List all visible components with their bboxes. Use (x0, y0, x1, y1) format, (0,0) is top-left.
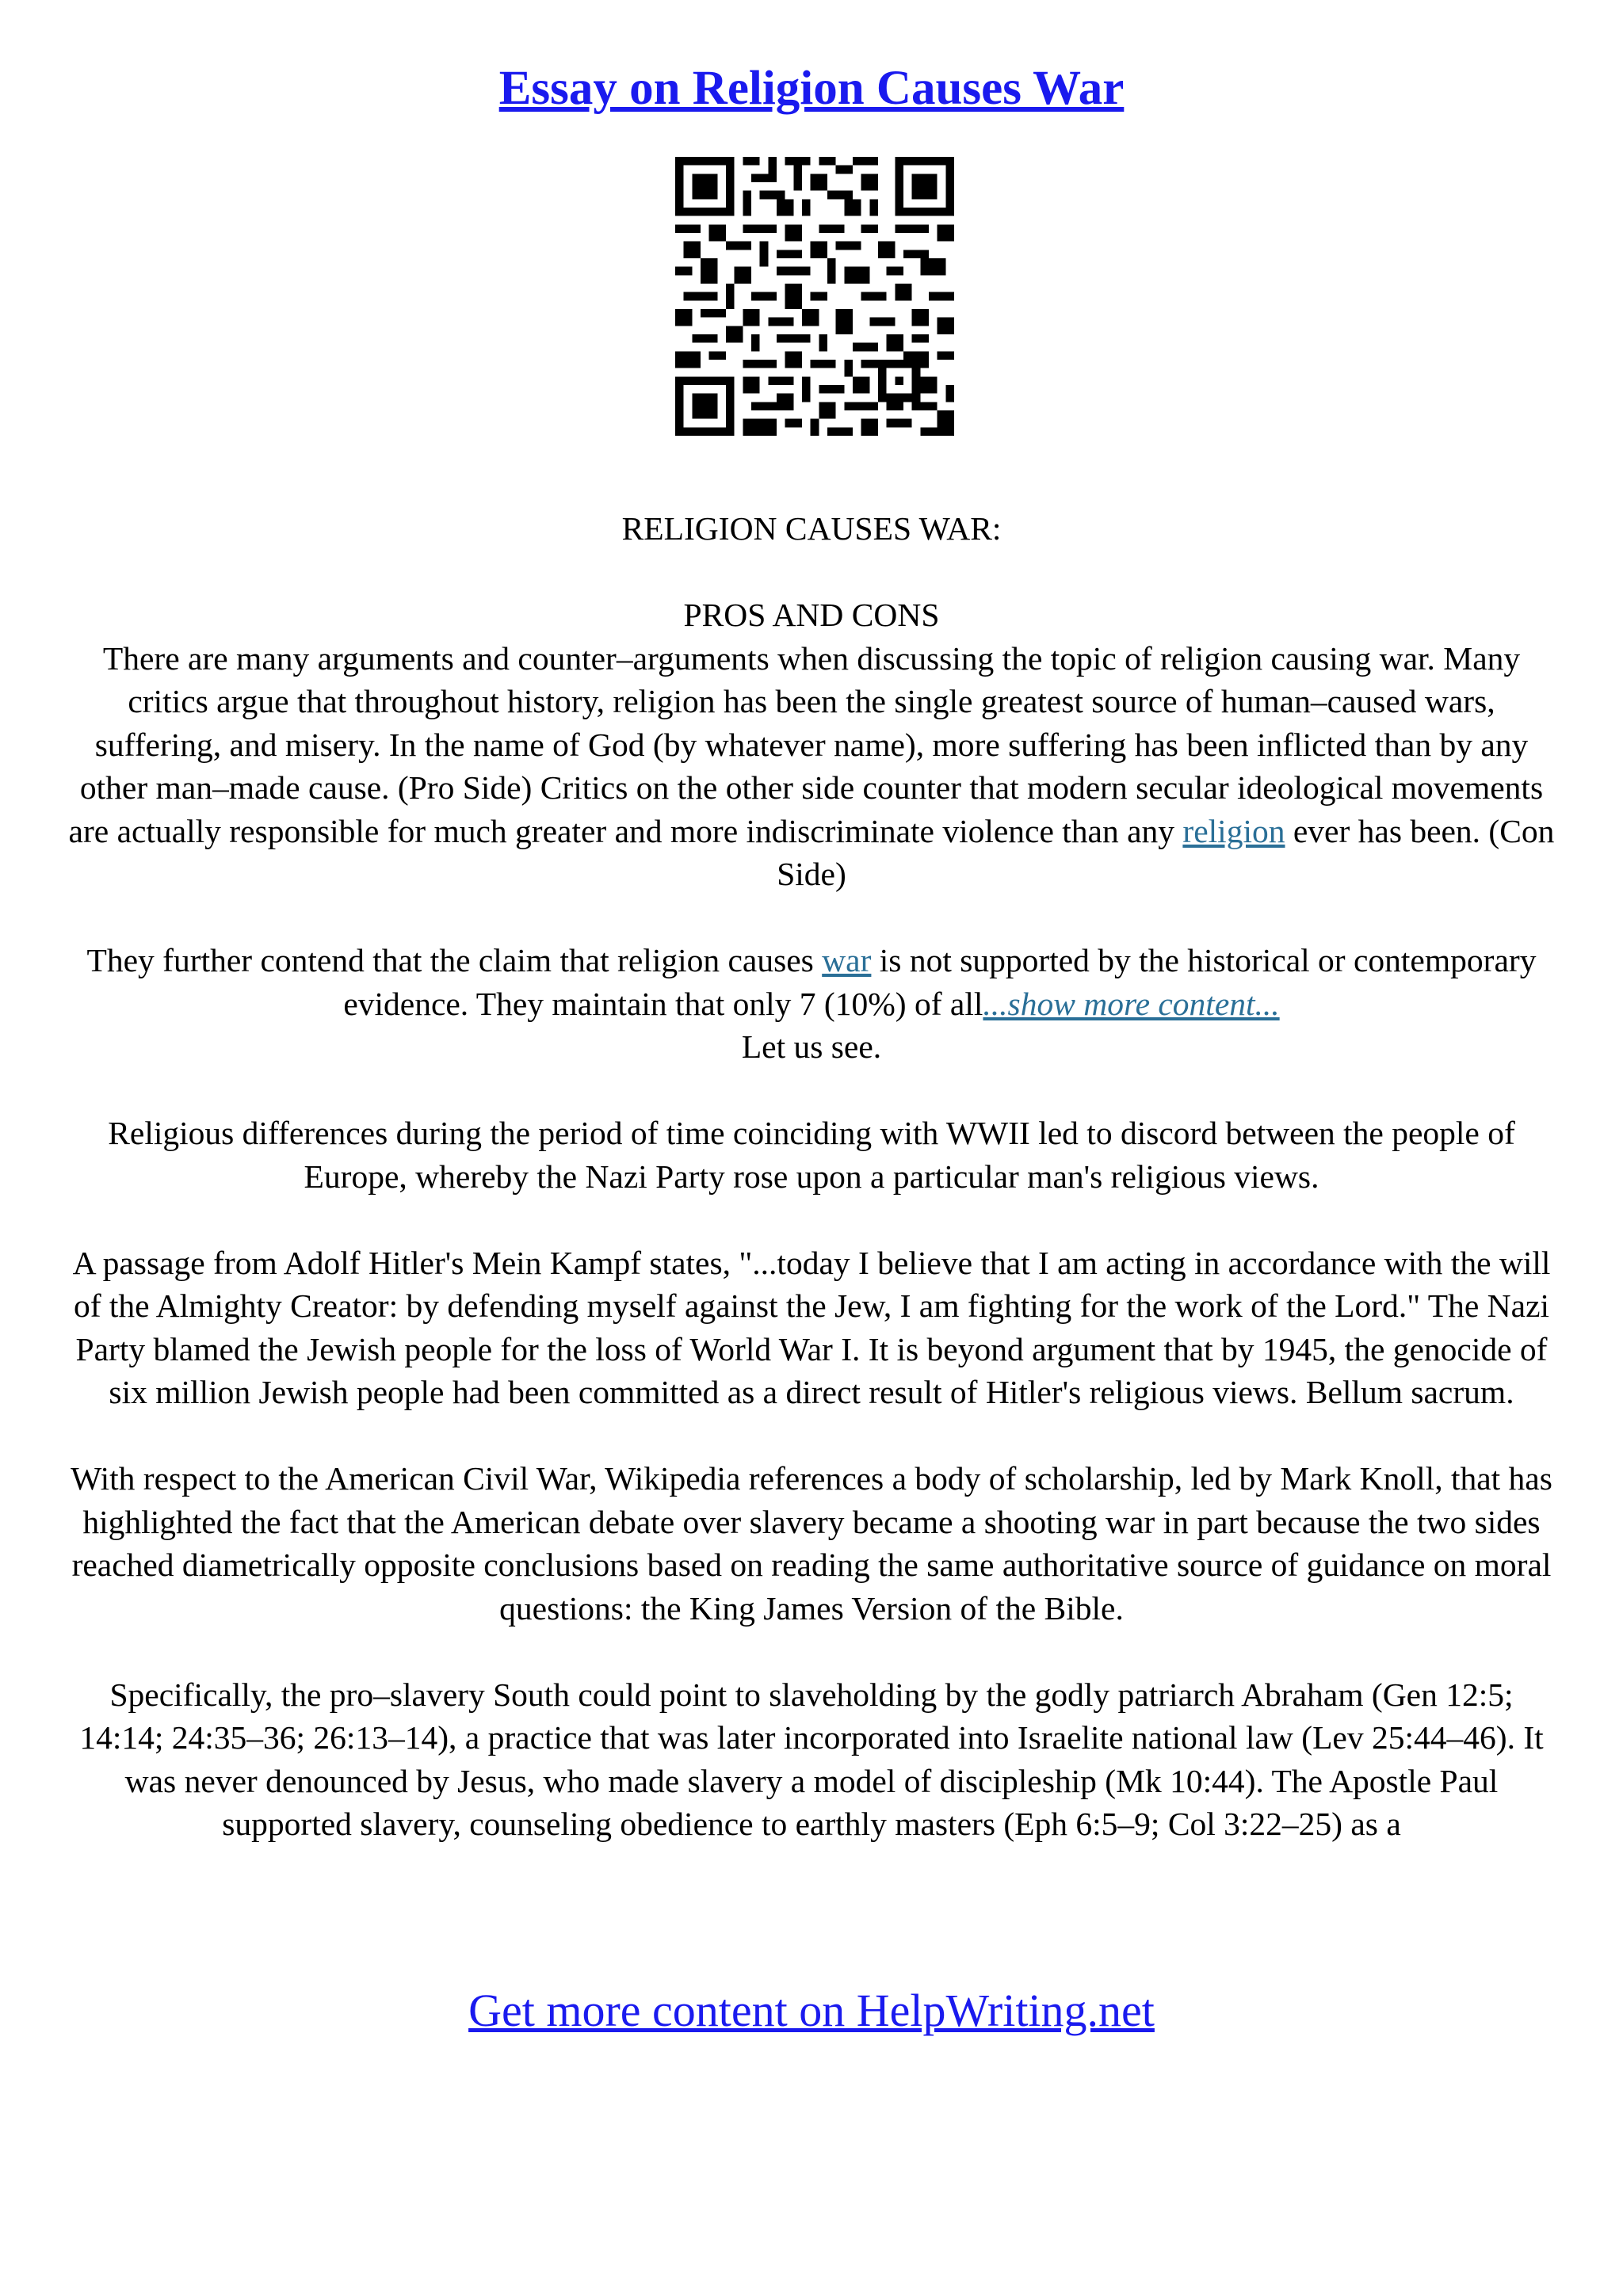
paragraph-1-text: There are many arguments and counter–arguments when discussing the topic of religion causing war. Many critics argue that throughout history, religion has been the single greatest source of human–caused wars, suffering, and misery. In the name of God (by whatever name), more suffering has been inflicted than by any other man–made cause. (Pro Side) Critics on the other side counter that modern secular ideological movements are actually responsible for much greater and more indiscriminate violence than any (68, 639, 1544, 849)
paragraph-2-text: They further contend that the claim that religion causes (86, 942, 814, 978)
heading-pros-and-cons: PROS AND CONS (683, 597, 940, 633)
paragraph-6: Specifically, the pro–slavery South could point to slaveholding by the godly patriarch Abraham (Gen 12:5; 14:14; 24:35–36; 26:13–14), a practice that was later incorporated into Israelite national law (Lev 25:44–46). It was never denounced by Jesus, who made slavery a model of discipleship (Mk 10:44). The Apostle Paul supported slavery, counseling obedience to earthly masters (Eph 6:5–9; Col 3:22–25) as a (79, 1676, 1544, 1842)
paragraph-2 (67, 939, 1556, 1069)
footer (0, 1981, 1623, 2041)
paragraph-2-let-us-see: Let us see. (741, 1028, 882, 1065)
page-title (0, 57, 1623, 120)
spacer (67, 551, 1556, 594)
get-more-content-link[interactable]: Get more content on HelpWriting.net (468, 1985, 1155, 2036)
title-link[interactable]: Essay on Religion Causes War (498, 62, 1125, 115)
paragraph-4: A passage from Adolf Hitler's Mein Kampf states, "...today I believe that I am acting in accordance with the will of the Almighty Creator: by defending myself against the Jew, I am fighting for the work of the Lord." The Nazi Party blamed the Jewish people for the loss of World War I. It is beyond argument that by 1945, the genocide of six million Jewish people had been committed as a direct result of Hitler's religious views. Bellum sacrum. (72, 1244, 1551, 1410)
qr-code-icon (675, 157, 954, 436)
paragraph-5: With respect to the American Civil War, Wikipedia references a body of scholarship, led by Mark Knoll, that has highlighted the fact that the American debate over slavery became a shooting war in part because the two sides reached diametrically opposite conclusions based on reading the same authoritative source of guidance on moral questions: the King James Version of the Bible. (71, 1460, 1552, 1627)
religion-link[interactable]: religion (1182, 812, 1285, 849)
paragraph-1-tail: ever has been. (Con Side) (777, 812, 1555, 892)
show-more-content-link[interactable]: ...show more content... (983, 985, 1280, 1022)
paragraph-1 (67, 637, 1556, 896)
heading-religion-causes-war: RELIGION CAUSES WAR: (621, 510, 1002, 547)
paragraph-2-tail: is not supported by the historical or contemporary evidence. They maintain that only 7 (10%) of all (343, 942, 1537, 1022)
paragraph-3: Religious differences during the period of time coinciding with WWII led to discord between the people of Europe, whereby the Nazi Party rose upon a particular man's religious views. (108, 1115, 1515, 1195)
war-link[interactable]: war (822, 942, 872, 978)
essay-body (67, 507, 1556, 1889)
